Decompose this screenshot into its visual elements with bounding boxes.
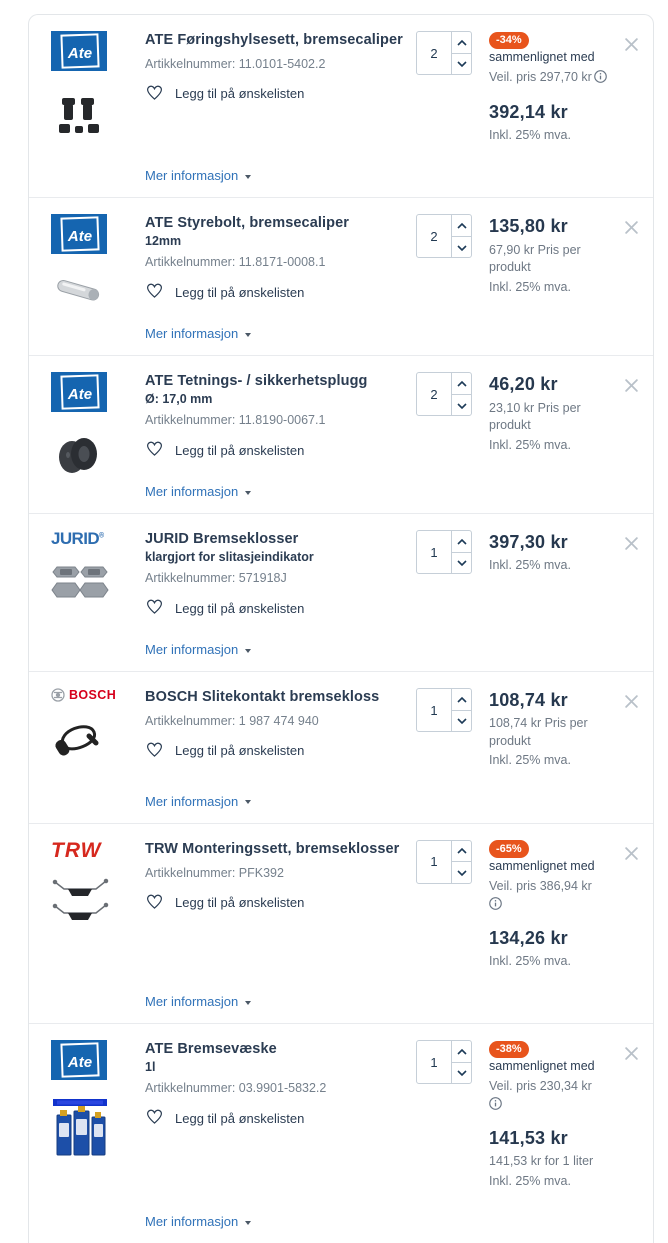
- wishlist-label: Legg til på ønskelisten: [175, 895, 305, 911]
- chevron-down-icon: [456, 865, 468, 880]
- discount-badge: -38%: [489, 1041, 529, 1058]
- caret-down-icon: [245, 649, 251, 653]
- ate-brand-logo: [51, 31, 107, 76]
- close-icon: [624, 697, 639, 712]
- quantity-decrease-button[interactable]: [452, 1062, 471, 1084]
- heart-icon: [145, 84, 164, 104]
- price-block: [489, 688, 609, 770]
- article-number-line: [145, 866, 410, 880]
- product-subtitle: klargjort for slitasjeindikator: [145, 550, 314, 565]
- product-subtitle: 1l: [145, 1060, 156, 1075]
- quantity-input[interactable]: [417, 373, 451, 415]
- more-info-label: Mer informasjon: [145, 793, 239, 809]
- price-block: [489, 372, 609, 454]
- svg-text:Ate: Ate: [67, 228, 93, 246]
- quantity-input[interactable]: [417, 689, 451, 731]
- cart-item-row: [29, 671, 653, 823]
- quantity-increase-button[interactable]: [452, 215, 471, 236]
- price-value: 392,14 kr: [489, 101, 568, 122]
- product-media: [51, 530, 125, 657]
- article-number-line: [145, 57, 410, 71]
- vat-note: Inkl. 25% mva.: [489, 1173, 571, 1188]
- price-value: 46,20 kr: [489, 374, 558, 395]
- cart-item-row: [29, 513, 653, 671]
- price-value: 141,53 kr: [489, 1127, 568, 1148]
- price-block: [489, 31, 609, 144]
- heart-icon: [145, 893, 164, 913]
- quantity-decrease-button[interactable]: [452, 236, 471, 258]
- caret-down-icon: [245, 1001, 251, 1005]
- article-number-label: Artikkelnummer:: [145, 56, 236, 71]
- heart-icon: [145, 741, 164, 761]
- article-number-value: 03.9901-5832.2: [238, 1081, 327, 1096]
- price-per-unit-note: 67,90 kr Pris per produkt: [489, 242, 581, 275]
- vat-note: Inkl. 25% mva.: [489, 753, 571, 768]
- quantity-stepper: [416, 31, 472, 75]
- ate-brand-logo: [51, 1040, 107, 1085]
- ate-brand-logo: [51, 372, 107, 417]
- quantity-stepper: [416, 372, 472, 416]
- remove-item-button[interactable]: [622, 218, 641, 240]
- chevron-up-icon: [456, 692, 468, 707]
- price-per-unit-note: 108,74 kr Pris per produkt: [489, 716, 588, 748]
- brake-fluid-bottles-photo: [51, 1097, 109, 1164]
- caret-down-icon: [245, 175, 251, 179]
- chevron-down-icon: [456, 713, 468, 728]
- article-number-label: Artikkelnummer:: [145, 713, 236, 728]
- chevron-up-icon: [456, 376, 468, 391]
- product-media: [51, 688, 125, 809]
- more-info-link[interactable]: [145, 484, 251, 499]
- brake-pads-photo: [51, 561, 111, 608]
- article-number-label: Artikkelnummer:: [145, 255, 236, 270]
- close-icon: [624, 40, 639, 55]
- price-block: [489, 840, 609, 970]
- compared-with-text: sammenlignet med: [489, 49, 595, 64]
- more-info-label: Mer informasjon: [145, 1214, 239, 1230]
- wishlist-button[interactable]: [145, 84, 304, 104]
- more-info-link[interactable]: [145, 642, 251, 657]
- article-number-value: 1 987 474 940: [238, 713, 319, 728]
- cart-item-row: [29, 823, 653, 1023]
- caret-down-icon: [245, 333, 251, 337]
- article-number-line: [145, 413, 410, 427]
- quantity-decrease-button[interactable]: [452, 394, 471, 416]
- remove-item-button[interactable]: [622, 534, 641, 556]
- price-value: 397,30 kr: [489, 532, 568, 553]
- chevron-down-icon: [456, 1065, 468, 1080]
- close-icon: [624, 223, 639, 238]
- chevron-down-icon: [456, 555, 468, 570]
- wishlist-button[interactable]: [145, 1108, 304, 1128]
- chevron-up-icon: [456, 1044, 468, 1059]
- chevron-up-icon: [456, 843, 468, 858]
- trw-brand-logo: TRW: [51, 838, 102, 862]
- more-info-link[interactable]: [145, 794, 251, 809]
- cart-item-row: [29, 15, 653, 197]
- quantity-stepper: [416, 214, 472, 258]
- article-number-line: [145, 571, 410, 585]
- price-per-unit-note: 23,10 kr Pris per produkt: [489, 400, 581, 433]
- ate-brand-logo: [51, 214, 107, 259]
- close-icon: [624, 1049, 639, 1064]
- quantity-stepper: [416, 840, 472, 884]
- quantity-stepper: [416, 688, 472, 732]
- vat-note: Inkl. 25% mva.: [489, 279, 571, 294]
- price-block: [489, 214, 609, 296]
- price-block: [489, 1040, 609, 1190]
- caret-down-icon: [245, 1221, 251, 1225]
- quantity-increase-button[interactable]: [452, 841, 471, 862]
- caret-down-icon: [245, 800, 251, 804]
- product-media: [51, 31, 125, 183]
- quantity-stepper: [416, 1040, 472, 1084]
- svg-text:Ate: Ate: [67, 1054, 93, 1072]
- vat-note: Inkl. 25% mva.: [489, 558, 571, 573]
- chevron-up-icon: [456, 534, 468, 549]
- product-title: ATE Bremsevæske: [145, 1041, 277, 1058]
- more-info-label: Mer informasjon: [145, 994, 239, 1010]
- product-subtitle: Ø: 17,0 mm: [145, 392, 213, 407]
- vat-note: Inkl. 25% mva.: [489, 127, 571, 142]
- product-title: TRW Monteringssett, bremseklosser: [145, 840, 400, 857]
- remove-item-button[interactable]: [622, 692, 641, 714]
- vat-note: Inkl. 25% mva.: [489, 953, 571, 968]
- more-info-label: Mer informasjon: [145, 168, 239, 184]
- article-number-label: Artikkelnummer:: [145, 571, 236, 586]
- more-info-label: Mer informasjon: [145, 326, 239, 342]
- quantity-decrease-button[interactable]: [452, 53, 471, 75]
- article-number-label: Artikkelnummer:: [145, 865, 236, 880]
- svg-text:Ate: Ate: [67, 386, 93, 404]
- cart-item-row: [29, 1023, 653, 1243]
- article-number-value: 11.8190-0067.1: [238, 413, 326, 428]
- product-media: [51, 1040, 125, 1229]
- product-title: BOSCH Slitekontakt bremsekloss: [145, 689, 380, 706]
- recommended-price-text: Veil. pris 386,94 kr: [489, 879, 592, 893]
- more-info-link[interactable]: [145, 326, 251, 341]
- remove-item-button[interactable]: [622, 376, 641, 398]
- quantity-decrease-button[interactable]: [452, 552, 471, 574]
- product-title: ATE Tetnings- / sikkerhetsplugg: [145, 373, 368, 390]
- article-number-label: Artikkelnummer:: [145, 1081, 236, 1096]
- product-media: [51, 840, 125, 1009]
- article-number-value: 571918J: [238, 571, 287, 586]
- wishlist-button[interactable]: [145, 598, 304, 618]
- quantity-increase-button[interactable]: [452, 689, 471, 710]
- discount-badge: -34%: [489, 32, 529, 49]
- quantity-decrease-button[interactable]: [452, 861, 471, 883]
- wishlist-button[interactable]: [145, 741, 304, 761]
- quantity-input[interactable]: [417, 1041, 451, 1083]
- chevron-up-icon: [456, 218, 468, 233]
- heart-icon: [145, 1108, 164, 1128]
- article-number-value: 11.8171-0008.1: [238, 255, 326, 270]
- more-info-link[interactable]: [145, 994, 251, 1009]
- heart-icon: [145, 598, 164, 618]
- article-number-line: [145, 714, 410, 728]
- product-title: ATE Føringshylsesett, bremsecaliper: [145, 32, 403, 48]
- price-value: 135,80 kr: [489, 216, 568, 237]
- product-media: [51, 372, 125, 499]
- wishlist-label: Legg til på ønskelisten: [175, 1110, 305, 1126]
- price-per-unit-note: 141,53 kr for 1 liter: [489, 1154, 594, 1169]
- wishlist-label: Legg til på ønskelisten: [175, 600, 305, 616]
- wishlist-label: Legg til på ønskelisten: [175, 442, 305, 458]
- article-number-label: Artikkelnummer:: [145, 413, 236, 428]
- article-number-line: [145, 1081, 410, 1095]
- quantity-increase-button[interactable]: [452, 1041, 471, 1062]
- quantity-increase-button[interactable]: [452, 32, 471, 53]
- vat-note: Inkl. 25% mva.: [489, 437, 571, 452]
- mounting-clips-photo: [51, 874, 111, 931]
- guide-bolts-photo: [51, 88, 107, 143]
- close-icon: [624, 539, 639, 554]
- chevron-down-icon: [456, 398, 468, 413]
- quantity-input[interactable]: [417, 32, 451, 74]
- price-value: 134,26 kr: [489, 927, 568, 948]
- guide-pin-photo: [51, 271, 107, 316]
- info-icon[interactable]: [594, 70, 607, 86]
- article-number-value: 11.0101-5402.2: [238, 56, 326, 71]
- quantity-increase-button[interactable]: [452, 373, 471, 394]
- quantity-input[interactable]: [417, 215, 451, 257]
- article-number-value: PFK392: [238, 865, 284, 880]
- more-info-link[interactable]: [145, 168, 251, 183]
- caret-down-icon: [245, 491, 251, 495]
- more-info-link[interactable]: [145, 1214, 251, 1229]
- wishlist-label: Legg til på ønskelisten: [175, 86, 305, 102]
- wishlist-label: Legg til på ønskelisten: [175, 743, 305, 759]
- product-subtitle: 12mm: [145, 234, 182, 249]
- close-icon: [624, 849, 639, 864]
- close-icon: [624, 381, 639, 396]
- heart-icon: [145, 282, 164, 302]
- quantity-decrease-button[interactable]: [452, 710, 471, 732]
- cart-items-panel: [28, 14, 654, 1243]
- svg-text:Ate: Ate: [67, 45, 93, 62]
- cart-item-row: [29, 197, 653, 355]
- recommended-price-text: Veil. pris 230,34 kr: [489, 1079, 592, 1094]
- remove-item-button[interactable]: [622, 35, 641, 57]
- heart-icon: [145, 440, 164, 460]
- wear-sensor-photo: [51, 714, 101, 767]
- quantity-stepper: [416, 530, 472, 574]
- article-number-line: [145, 255, 410, 269]
- compared-with-text: sammenlignet med: [489, 858, 595, 873]
- quantity-input[interactable]: [417, 531, 451, 573]
- cart-item-row: [29, 355, 653, 513]
- price-block: [489, 530, 609, 575]
- quantity-increase-button[interactable]: [452, 531, 471, 552]
- product-title: ATE Styrebolt, bremsecaliper: [145, 215, 349, 232]
- jurid-brand-logo: JURID®: [51, 529, 104, 549]
- wishlist-button[interactable]: [145, 282, 304, 302]
- remove-item-button[interactable]: [622, 844, 641, 866]
- product-title: JURID Bremseklosser: [145, 531, 299, 548]
- sealing-plugs-photo: [51, 429, 107, 486]
- chevron-up-icon: [456, 35, 468, 50]
- wishlist-label: Legg til på ønskelisten: [175, 284, 305, 300]
- info-icon[interactable]: [489, 897, 502, 913]
- discount-badge: -65%: [489, 840, 529, 857]
- info-icon[interactable]: [489, 1097, 502, 1113]
- wishlist-button[interactable]: [145, 893, 304, 913]
- bosch-brand-logo: BOSCH: [51, 688, 116, 702]
- compared-with-text: sammenlignet med: [489, 1058, 595, 1073]
- recommended-price-text: Veil. pris 297,70 kr: [489, 70, 592, 85]
- quantity-input[interactable]: [417, 841, 451, 883]
- price-value: 108,74 kr: [489, 690, 568, 711]
- wishlist-button[interactable]: [145, 440, 304, 460]
- product-media: [51, 214, 125, 341]
- chevron-down-icon: [456, 240, 468, 255]
- chevron-down-icon: [456, 56, 468, 71]
- remove-item-button[interactable]: [622, 1044, 641, 1066]
- more-info-label: Mer informasjon: [145, 642, 239, 658]
- more-info-label: Mer informasjon: [145, 484, 239, 500]
